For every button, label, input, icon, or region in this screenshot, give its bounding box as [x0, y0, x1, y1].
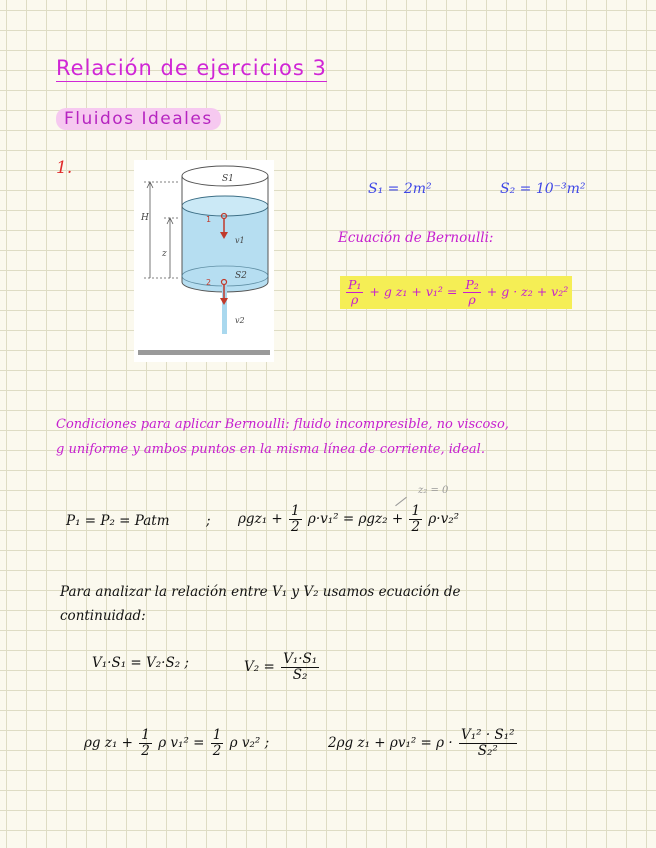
area-s2: S₂ = 10⁻³m²: [500, 181, 586, 197]
fraction-p1-rho: $\frac{\text{P₁}}{\rho}$: [348, 277, 362, 307]
z2-zero-note: z₂ = 0: [418, 485, 449, 496]
tank-figure: [134, 160, 274, 362]
fig-label-z: z: [162, 249, 167, 259]
continuity-text-2: continuidad:: [60, 608, 146, 624]
energy-equation: ρg z₁ + $\frac{1}{2}$ ρ v₁² = $\frac{1}{2}$ ρ v₂² ;: [84, 727, 270, 759]
final-equation: 2ρg z₁ + ρv₁² = ρ · $\frac{\text{V₁² · S₁²}}{\text{S₂²}}$: [328, 727, 515, 759]
pressure-equality: P₁ = P₂ = Patm: [66, 513, 170, 529]
continuity-text-1: Para analizar la relación entre V₁ y V₂ usamos ecuación de: [60, 584, 461, 600]
fraction-half: $\frac{1}{2}$: [291, 503, 300, 535]
fig-label-h: H: [141, 213, 149, 223]
conditions-line-1: Condiciones para aplicar Bernoulli: fluido incompresible, no viscoso,: [56, 417, 509, 432]
continuity-equation: V₁·S₁ = V₂·S₂ ;: [92, 655, 189, 671]
pressure-separator: ;: [206, 513, 211, 529]
fig-point-2: 2: [206, 278, 212, 287]
bernoulli-title: Ecuación de Bernoulli:: [338, 230, 494, 246]
fraction-final: $\frac{\text{V₁² · S₁²}}{\text{S₂²}}$: [460, 727, 515, 759]
problem-number: 1.: [56, 158, 73, 178]
tank-diagram: [134, 160, 274, 362]
fraction-p2-rho: $\frac{\text{P₂}}{\rho}$: [465, 277, 479, 307]
page-title: Relación de ejercicios 3: [56, 56, 327, 80]
fig-label-s1: S1: [222, 174, 234, 184]
section-subtitle: Fluidos Ideales: [56, 108, 221, 130]
fraction-half: $\frac{1}{2}$: [212, 727, 222, 759]
bernoulli-simplified: ρgz₁ + $\frac{1}{2}$ ρ·v₁² = ρgz₂ + $\frac{1}{2}$ ρ·v₂²: [238, 503, 460, 535]
fraction-v1s1-s2: $\frac{\text{V₁·S₁}}{\text{S₂}}$: [283, 651, 318, 683]
fig-label-s2: S2: [235, 271, 247, 281]
fig-label-v1: v1: [235, 236, 245, 245]
fig-label-v2: v2: [235, 316, 245, 325]
conditions-line-2: g uniforme y ambos puntos en la misma línea de corriente, ideal.: [56, 442, 485, 457]
fraction-half: $\frac{1}{2}$: [411, 503, 421, 535]
bernoulli-equation: $\frac{\text{P₁}}{\rho}$ + g z₁ + v₁² = $\frac{\text{P₂}}{\rho}$ + g · z₂ + v₂²: [340, 276, 572, 309]
area-s1: S₁ = 2m²: [368, 181, 432, 197]
v2-expression: V₂ = $\frac{\text{V₁·S₁}}{\text{S₂}}$: [244, 651, 318, 683]
fig-point-1: 1: [206, 215, 212, 224]
fraction-half: $\frac{1}{2}$: [141, 727, 150, 759]
